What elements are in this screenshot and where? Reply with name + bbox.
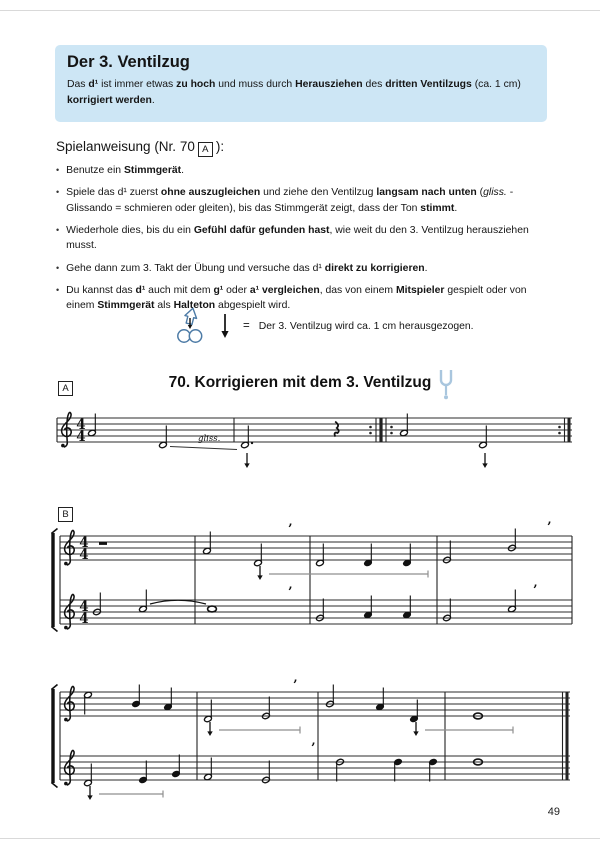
page-number: 49 — [547, 806, 560, 818]
bullet-icon: • — [56, 224, 60, 235]
instruction-text: Du kannst das d¹ auch mit dem g¹ oder a¹ vergleichen, das von einem Mitspieler gespielt oder von einem Stimmgerät als Halteton abgespielt wird. — [66, 284, 527, 312]
time-signature — [79, 535, 88, 563]
note — [262, 761, 271, 784]
slide-out-arrow — [244, 453, 249, 468]
instruction-list — [56, 163, 552, 320]
note — [364, 596, 373, 619]
note — [84, 764, 93, 787]
note — [508, 590, 517, 613]
list-item — [56, 163, 552, 179]
legend-text: Der 3. Ventilzug wird ca. 1 cm herausgezogen. — [258, 320, 474, 332]
note — [474, 713, 483, 719]
hold-out-line — [99, 791, 163, 798]
note — [84, 691, 93, 714]
svg-text:4: 4 — [76, 429, 86, 445]
treble-clef — [64, 750, 74, 785]
whole-rest — [99, 542, 107, 545]
equals-sign: = — [243, 320, 250, 332]
section-label-b: B — [58, 507, 73, 522]
note — [132, 685, 141, 708]
barline — [369, 418, 393, 442]
instruction-text: Benutze ein Stimmgerät. — [66, 165, 184, 176]
slide-out-arrow — [207, 722, 212, 736]
bullet-icon: • — [56, 165, 60, 175]
breath-mark: ’ — [293, 678, 298, 693]
down-arrow-icon — [218, 312, 232, 340]
exercise-title: 70. Korrigieren mit dem 3. Ventilzug — [168, 374, 432, 391]
treble-clef — [61, 412, 71, 447]
note — [139, 761, 148, 784]
note — [203, 532, 212, 555]
note — [429, 758, 438, 781]
note — [204, 700, 213, 723]
breath-mark: ’ — [288, 585, 293, 600]
treble-clef — [64, 686, 74, 721]
hold-out-line — [425, 727, 513, 734]
slide-out-arrow — [482, 453, 487, 468]
tuning-fork-icon — [437, 369, 455, 402]
music-system — [51, 520, 572, 632]
list-item — [56, 261, 552, 277]
list-item — [56, 223, 552, 254]
time-signature — [79, 599, 88, 627]
note — [204, 758, 213, 781]
note — [208, 606, 217, 612]
note — [403, 544, 412, 567]
note — [316, 544, 325, 567]
note — [443, 599, 452, 622]
note — [403, 596, 412, 619]
valve-slide-icon — [174, 306, 206, 346]
slide-legend — [174, 305, 474, 347]
svg-text:gliss.: gliss. — [198, 434, 221, 444]
note — [394, 758, 403, 781]
note — [262, 697, 271, 720]
slide-out-arrow — [257, 566, 262, 580]
note — [88, 414, 97, 437]
note — [400, 414, 409, 437]
svg-text:4: 4 — [79, 547, 89, 563]
hold-out-line — [219, 727, 300, 734]
breath-mark: ’ — [288, 522, 293, 537]
info-box-title: Der 3. Ventilzug — [67, 53, 190, 71]
system-bracket — [51, 529, 57, 632]
note — [316, 599, 325, 622]
note — [443, 541, 452, 564]
note — [254, 544, 263, 567]
hold-out-line — [269, 571, 428, 578]
section-label-a: A — [58, 381, 73, 396]
instruction-text: Gehe dann zum 3. Takt der Übung und versuche das d¹ direkt zu korrigieren. — [66, 262, 428, 274]
bullet-icon: • — [56, 284, 60, 295]
svg-text:4: 4 — [76, 416, 86, 433]
instruction-text: Wiederhole dies, bis du ein Gefühl dafür gefunden hast, wie weit du den 3. Ventilzug herausziehen musst. — [66, 224, 529, 252]
note — [410, 700, 419, 723]
note — [508, 529, 517, 552]
note — [139, 590, 148, 613]
tie — [150, 600, 206, 604]
note — [241, 426, 254, 449]
note — [164, 688, 173, 711]
section-ref-a-box: A — [198, 142, 213, 157]
note — [474, 759, 483, 765]
instruction-text: Spiele das d¹ zuerst ohne auszugleichen und ziehe den Ventilzug langsam nach unten (gliss. - Glissando = schmieren oder gleiten), bis das Stimmgerät zeigt, dass der Ton stimmt. — [66, 187, 514, 214]
note — [172, 755, 181, 778]
treble-clef — [64, 594, 74, 629]
list-item — [56, 185, 552, 216]
glissando — [170, 434, 237, 450]
note — [326, 685, 335, 708]
note — [376, 688, 385, 711]
music-system — [57, 412, 572, 468]
slide-out-arrow — [413, 722, 418, 736]
breath-mark: ’ — [311, 741, 316, 756]
breath-mark: ’ — [547, 520, 552, 535]
quarter-rest — [335, 422, 339, 437]
note — [479, 426, 488, 449]
note — [159, 426, 168, 449]
slide-out-arrow — [87, 786, 92, 800]
page-top-edge — [0, 10, 600, 11]
time-signature — [76, 417, 85, 445]
breath-mark: ’ — [533, 583, 538, 598]
heading-text-end: ): — [215, 139, 225, 154]
page-bottom-edge — [0, 838, 600, 839]
barline — [558, 418, 569, 442]
system-bracket — [51, 685, 57, 788]
bullet-icon: • — [56, 262, 60, 273]
heading-text: Spielanweisung (Nr. 70 — [56, 139, 195, 154]
note — [336, 758, 345, 781]
bullet-icon: • — [56, 187, 60, 198]
music-system — [51, 678, 570, 800]
info-box — [55, 45, 547, 122]
instructions-heading — [56, 139, 224, 157]
treble-clef — [64, 530, 74, 565]
svg-text:4: 4 — [79, 598, 89, 615]
svg-text:4: 4 — [79, 534, 89, 551]
barline — [563, 692, 568, 780]
note — [364, 544, 373, 567]
info-box-body: Das d¹ ist immer etwas zu hoch und muss durch Herausziehen des dritten Ventilzugs (ca. 1 cm) korrigiert werden. — [67, 79, 521, 106]
svg-text:4: 4 — [79, 611, 89, 627]
note — [93, 593, 102, 616]
